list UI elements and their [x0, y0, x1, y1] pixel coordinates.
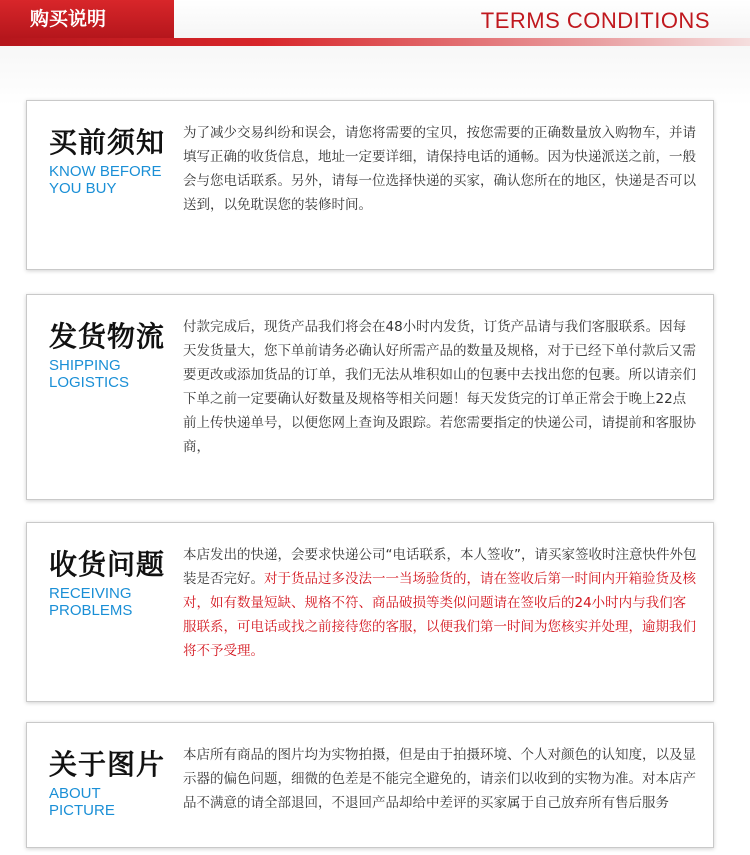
section-title-en: SHIPPING LOGISTICS	[49, 357, 130, 391]
body-text-highlight: 对于货品过多没法一一当场验货的，请在签收后第一时间内开箱验货及核对，如有数量短缺、规格不符、商品破损等类似问题请在签收后的24小时内与我们客服联系，可电话或找之前接待您的客服，以便我们第一时间为您核实并处理，逾期我们将不予受理。	[183, 571, 696, 659]
section-title-en: ABOUT PICTURE	[49, 785, 115, 819]
header-title-en: TERMS CONDITIONS	[480, 8, 710, 33]
section-title-en: RECEIVING PROBLEMS	[49, 585, 133, 619]
section-title-zh: 关于图片	[49, 748, 166, 781]
page-header	[0, 0, 750, 46]
section-title-zh: 收货问题	[49, 548, 166, 581]
section-title-zh: 买前须知	[49, 126, 166, 159]
section-about-picture	[26, 722, 714, 848]
section-title-en: KNOW BEFORE YOU BUY	[49, 163, 162, 197]
section-title-zh: 发货物流	[49, 320, 166, 353]
section-body-text: 本店所有商品的图片均为实物拍摄，但是由于拍摄环境、个人对颜色的认知度，以及显示器的偏色问题，细微的色差是不能完全避免的，请亲们以收到的实物为准。对本店产品不满意的请全部退回，不退回产品却给中差评的买家属于自己放弃所有售后服务	[183, 747, 696, 811]
section-body-text: 付款完成后，现货产品我们将会在48小时内发货，订货产品请与我们客服联系。因每天发货量大，您下单前请务必确认好所需产品的数量及规格，对于已经下单付款后又需要更改或添加货品的订单，我们无法从堆积如山的包裹中去找出您的包裹。所以请亲们下单之前一定要确认好数量及规格等相关问题！每天发货完的订单正常会于晚上22点前上传快递单号，以便您网上查询及跟踪。若您需要指定的快递公司，请提前和客服协商，	[183, 319, 696, 455]
section-body-text	[183, 543, 699, 663]
section-shipping-logistics	[26, 294, 714, 500]
section-receiving-problems	[26, 522, 714, 702]
header-tab-label: 购买说明	[0, 0, 174, 38]
section-body-text: 为了减少交易纠纷和误会，请您将需要的宝贝，按您需要的正确数量放入购物车，并请填写正确的收货信息，地址一定要详细，请保持电话的通畅。因为快递派送之前，一般会与您电话联系。另外，请每一位选择快递的买家，确认您所在的地区，快递是否可以送到，以免耽误您的装修时间。	[183, 125, 696, 213]
body-text-normal: 本店发出的快递，会要求快递公司“电话联系，本人签收”，请买家签收时注意快件外包装是否完好。	[183, 547, 697, 587]
header-shadow	[0, 46, 750, 106]
section-know-before-you-buy	[26, 100, 714, 270]
header-divider-bar	[0, 38, 750, 46]
